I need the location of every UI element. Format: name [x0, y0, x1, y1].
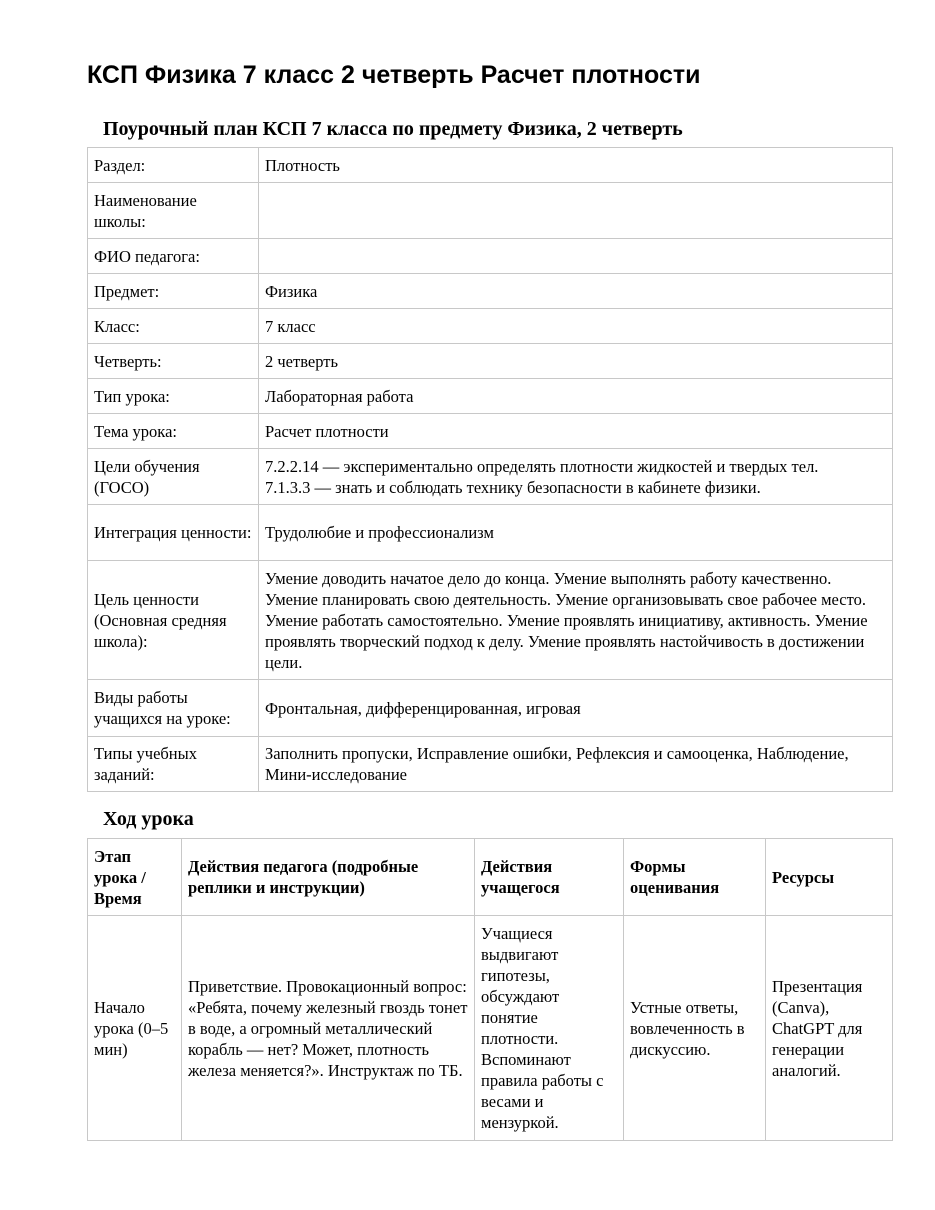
info-value: Заполнить пропуски, Исправление ошибки, Рефлексия и самооценка, Наблюдение, Мини-исследование [259, 737, 893, 792]
info-label: Цели обучения (ГОСО) [88, 449, 259, 505]
info-value: Трудолюбие и профессионализм [259, 505, 893, 561]
document-title: КСП Физика 7 класс 2 четверть Расчет плотности [87, 61, 701, 89]
cell-student-actions: Учащиеся выдвигают гипотезы, обсуждают понятие плотности. Вспоминают правила работы с весами и мензуркой. [475, 916, 624, 1141]
info-label: Класс: [88, 309, 259, 344]
info-label: Интеграция ценности: [88, 505, 259, 561]
lesson-progress-table [87, 838, 893, 1141]
header-stage-time: Этап урока / Время [88, 839, 182, 916]
info-label: Тип урока: [88, 379, 259, 414]
info-row-value-integration [88, 505, 893, 561]
info-row-work-types [88, 680, 893, 737]
info-value: 7.2.2.14 — экспериментально определять плотности жидкостей и твердых тел. 7.1.3.3 — знать и соблюдать технику безопасности в кабинете физики. [259, 449, 893, 505]
info-row-lesson-topic [88, 414, 893, 449]
info-label: Четверть: [88, 344, 259, 379]
info-row-quarter [88, 344, 893, 379]
header-resources: Ресурсы [766, 839, 893, 916]
info-label: Раздел: [88, 148, 259, 183]
info-row-subject [88, 274, 893, 309]
plan-heading: Поурочный план КСП 7 класса по предмету Физика, 2 четверть [103, 118, 683, 140]
cell-teacher-actions: Приветствие. Провокационный вопрос: «Ребята, почему железный гвоздь тонет в воде, а огромный металлический корабль — нет? Может, плотность железа меняется?». Инструктаж по ТБ. [182, 916, 475, 1141]
lesson-progress-heading: Ход урока [103, 808, 194, 830]
info-value: Физика [259, 274, 893, 309]
info-label: Цель ценности (Основная средняя школа): [88, 561, 259, 680]
info-value: Умение доводить начатое дело до конца. Умение выполнять работу качественно. Умение планировать свою деятельность. Умение организовывать свое рабочее место. Умение работать самостоятельно. Умение проявлять инициативу, активность. Умение проявлять творческий подход к делу. Умение проявлять настойчивость в достижении цели. [259, 561, 893, 680]
info-row-task-types [88, 737, 893, 792]
info-value [259, 239, 893, 274]
info-label: Наименование школы: [88, 183, 259, 239]
info-label: Тема урока: [88, 414, 259, 449]
cell-resources: Презентация (Canva), ChatGPT для генерации аналогий. [766, 916, 893, 1141]
info-value: Плотность [259, 148, 893, 183]
cell-stage-time: Начало урока (0–5 мин) [88, 916, 182, 1141]
info-value: 2 четверть [259, 344, 893, 379]
info-row-class [88, 309, 893, 344]
info-label: ФИО педагога: [88, 239, 259, 274]
info-value: 7 класс [259, 309, 893, 344]
info-row-section [88, 148, 893, 183]
info-value: Лабораторная работа [259, 379, 893, 414]
info-label: Виды работы учащихся на уроке: [88, 680, 259, 737]
info-row-learning-goals [88, 449, 893, 505]
info-row-teacher [88, 239, 893, 274]
info-value: Расчет плотности [259, 414, 893, 449]
progress-row-start [88, 916, 893, 1141]
progress-header-row [88, 839, 893, 916]
header-assessment-forms: Формы оценивания [624, 839, 766, 916]
lesson-info-table [87, 147, 893, 792]
header-student-actions: Действия учащегося [475, 839, 624, 916]
info-value [259, 183, 893, 239]
info-label: Типы учебных заданий: [88, 737, 259, 792]
info-value: Фронтальная, дифференцированная, игровая [259, 680, 893, 737]
header-teacher-actions: Действия педагога (подробные реплики и инструкции) [182, 839, 475, 916]
info-row-lesson-type [88, 379, 893, 414]
info-row-value-goal [88, 561, 893, 680]
info-row-school [88, 183, 893, 239]
cell-assessment-forms: Устные ответы, вовлеченность в дискуссию. [624, 916, 766, 1141]
info-label: Предмет: [88, 274, 259, 309]
